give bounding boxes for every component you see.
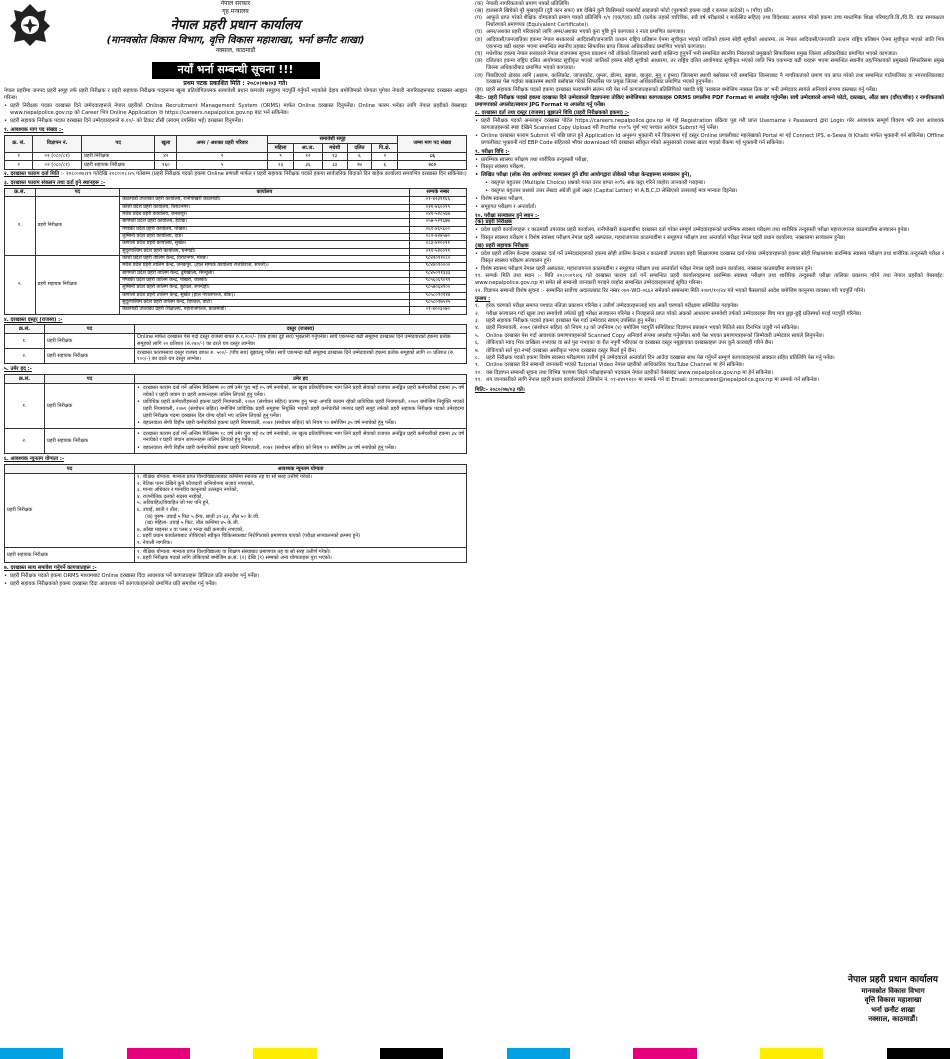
table-header: आवश्यक न्यूनतम योग्यता [135, 465, 467, 474]
exam-method-item: • लिखित परीक्षा (लोक सेवा आयोगबाट सञ्चालन हुने ढाँचा आयोगद्वारा तोकेको परीक्षा केन्द्रहरूमा सञ्चालन हुने), [475, 172, 944, 179]
table-header: क्र.सं. [5, 325, 45, 334]
postscript-text: थप जानकारीको लागि नेपाल प्रहरी प्रधान कार्यालयको टेलिफोन नं. ०१-४४११२१० मा सम्पर्क गर्न वा Email: ormscareer@nepalpolice.gov.np मा सम्पर्क गर्न सकिनेछ। [486, 376, 819, 383]
table-cell: ०८३-४२००११ [409, 241, 466, 248]
list-item-number: (ङ) [475, 36, 483, 43]
postscript-number: ८. [475, 354, 480, 361]
exam-venue-inspector-heading: (क) प्रहरी निरीक्षक [475, 219, 512, 226]
list-item [475, 58, 944, 72]
postscript-item [475, 318, 944, 325]
yellow-swatch [253, 1048, 316, 1059]
table-row [5, 473, 467, 548]
table-header: कार्यालय [120, 188, 409, 197]
section-8-bullet-2: • Online दरखास्त फाराम Submit गरे पछि प्राप्त हुने Application Id अनुरूप भुक्तानी गर्ने विकल्पमा गई दस्तुर Online प्रणालीबाट महलेखाको Portal मा गई Connect IPS, e-Sewa वा Khalti मार्फत भुक्तानी गर्न सकिनेछ। Offline प्रणालीबाट भुक्तानी गर्दा EBP Code सहितको भौचर download गरी दरखास्त स्वीकृत गरेको अनुसारको राजस्व खाता भएको बैंकमा गई भुक्तानी गर्न सकिनेछ। [475, 133, 944, 147]
table-row [5, 197, 467, 204]
table-cell: सुदूरपश्चिम प्रदेश प्रहरी कार्यालय, धनगढी। [120, 248, 409, 255]
table-header: समावेशी समूह [267, 135, 398, 144]
table-cell: Online मार्फत दरखास्त पेस गर्दा दस्तुर राजस्व बापत रु.१,२००/- (एक हजार दुई सय) भुक्तानी गर्नुपर्नेछ। साथै एकभन्दा बढी समूहमा दरखास्त दिने उम्मेदवारको हकमा प्रत्येक समूहको लागि २० प्रतिशत (रु.२४०/-) का दरले थप दस्तुर लाग्नेछ। [135, 333, 467, 348]
postscript-text: प्रहरी निरीक्षक पदको हकमा विशेष स्वास्थ्य परीक्षणमा उत्तीर्ण हुने उम्मेदवारले अन्तर्वार्ता दिन आउँदा दरखास्त साथ पेस गर्नुपर्ने सम्पूर्ण कागजातहरूको सक्कल सहित प्रतिलिपि पेस गर्नु पर्नेछ। [486, 354, 835, 361]
list-item-number: (झ) [475, 86, 483, 93]
list-item [475, 15, 944, 29]
table-cell: १. [5, 197, 36, 256]
table-cell: २ [177, 152, 267, 161]
table-header: सम्पर्क नम्बर [409, 188, 466, 197]
qualification-item: २. प्रहरी निरीक्षक पदको लागि तोकिएको बमोजिम क्र.सं. (२) देखि (९) सम्मको अन्य योग्यताहरू पुरा भएको। [137, 555, 332, 562]
table-cell: १७ [347, 161, 371, 170]
intro-paragraph: नेपाल प्रहरीमा जनपद प्रहरी समूह तर्फ प्रहरी निरीक्षक र प्रहरी सहायक निरीक्षक पदहरूमा खुला प्रतियोगितात्मक सामावेशी प्रधान कमजोर समूहमा पदपूर्ति गर्नुपर्ने भएकोले देहाय बमोजिमको योग्यता पुगेका नेपाली नागरिकहरूबाट दरखास्त आह्वान गरिन्छ। [4, 88, 467, 102]
table-row [5, 429, 467, 454]
table-cell: लुम्बिनी प्रदेश प्रहरी कार्यालय, दाङ। [120, 233, 409, 240]
list-item-text: अमर/अशक्त प्रहरी परिवारको लागि अमर/अशक्त भएको कुरा पुष्टि हुने कागजात र नाता प्रमाणित कागजात। [486, 29, 686, 36]
postscript-item [475, 362, 944, 369]
table-header: पद [45, 375, 135, 384]
table-cell: २. [5, 429, 45, 454]
table-cell: १६० [155, 161, 177, 170]
table-cell: २८० [398, 161, 467, 170]
table-cell [135, 383, 467, 429]
section-11: ११. सम्पर्क मिति तथा स्थान :- मिति २०८०।०९।०६ गते दरखास्त फाराम दर्ता गर्ने सम्बन्धित प्रहरी कार्यालयहरूमा प्रारम्भिक स्वास्थ्य परीक्षण तथा शारीरिक तन्दुरुस्ती परीक्षा तालिका प्रकाशन गरिने तथा नेपाल प्रहरीको वेबसाईट: www.nepalpolice.gov.np मा समेत सो सम्बन्धी जानकारी गराइने व्यहोरा सम्बन्धित उम्मेदवारहरूलाई सूचित गरिन्छ। [475, 273, 944, 287]
age-table [4, 374, 467, 454]
list-item-number: (छ) [475, 58, 483, 65]
posts-table [4, 135, 467, 170]
list-item-text: दलितका हकमा राष्ट्रिय दलित आयोगबाट सूचीकृत भएको जातिको हकमा सोही सूचीको आधारमा, तर राष्ट्रिय दलित आयोगबाट सूचीकृत भएको जाति भित्र एकभन्दा बढी थरहरू भएमा सम्बन्धित स्थानीय तह/निकायको प्रमुखको सिफारिसमा प्रमुख जिल्ला अधिकारीबाट प्रमाणित भएको कागजात। [486, 58, 944, 72]
table-cell: सुदूरपश्चिम प्रदेश प्रहरी तालिम केन्द्र, विपतल, डोटी। [120, 299, 409, 306]
list-item-text: नेपाली नागरिकताको प्रमाण पत्रको प्रतिलिपि। [486, 0, 570, 7]
table-cell [135, 473, 467, 548]
notice-header [4, 0, 467, 60]
age-item: • प्राविधिक प्रहरी कर्मचारीहरूको हकमा प्रहरी नियमावली, २०७१ (संशोधन सहित) प्रारम्भ हुनु भन्दा अगाडि कायम रहेको प्राविधिक प्रहरी नियमावली, २०७१ बमोजिम नियुक्ति भएको प्रहरी नियमावली, २०७१ (संशोधन सहित) बमोजिम प्राविधिक प्रहरी समूहमा नियुक्ति भएको प्रहरी कर्मचारीले जनपद प्रहरी समूह तर्फको प्रहरी सहायक निरीक्षक पदको उमेरहदमा प्रहरी निरीक्षक पदमा दरखास्त दिन योग्य रहेको भए तालिम लिएको हुनु पर्नेछ। [137, 399, 464, 419]
qualification-item: १. शैक्षिक योग्यता: मान्यता प्राप्त विश्वविद्यालयबाट कम्तिमा स्नातक तह वा सो सरह उत्तीर्ण गरेको। [137, 474, 312, 481]
table-header: मधेशी [322, 144, 347, 153]
list-item [475, 87, 944, 94]
table-header: दस्तुर (राजस्व) [135, 325, 467, 334]
qualification-item: (क) पुरुष- उचाई ५ फिट ५ ईन्च, छाती ३१-३३, तौल ५० के.जी. [145, 513, 260, 520]
exam-method-subitem: • वस्तुगत बहुउत्तर प्रश्नको उत्तर लेख्दा अंग्रेजी ठूलो अक्षर (Capital Letter) मा A,B,C,D लेखिएको उत्तरलाई मात्र मान्यता दिइनेछ। [485, 188, 944, 195]
table-cell: काठमाडौं उपत्यका प्रहरी कार्यालय, रानीपोखरी काठमाडौं। [120, 197, 409, 204]
signature-line: मानवस्रोत विकास विभाग [861, 987, 925, 996]
list-item-number: (क) [475, 0, 484, 7]
black-swatch [380, 1048, 443, 1059]
postscript-number: १. [475, 303, 480, 310]
table-cell: ६ [372, 161, 398, 170]
notice-date: मिति:- २०८०/०७/०३ गते। [475, 386, 525, 393]
section-12: १२. विज्ञापन सम्बन्धी विशेष सूचना :- सम्मानित सर्वोच्च अदालतबाट रिट नम्बर ०७९-WO-०६६२ समेतको सम्बन्धमा मिति २०७९/१०/२४ गते भएको फैसलाको आदेश बमोजिम कानुनमा व्यवस्था गरी पदपूर्ति गरिने। [475, 288, 866, 295]
table-header: दलित [347, 144, 371, 153]
postscript-item [475, 377, 944, 384]
table-row [5, 255, 467, 262]
table-cell: ९८५७०६४९०० [409, 285, 466, 292]
white-swatch [317, 1048, 380, 1059]
postscript-item [475, 333, 944, 340]
table-cell: प्रहरी सहायक निरीक्षक [45, 429, 135, 454]
magenta-swatch [127, 1048, 190, 1059]
table-cell [135, 429, 467, 454]
table-cell: २३ [267, 161, 294, 170]
white-swatch [570, 1048, 633, 1059]
table-cell: गण्डकी प्रदेश प्रहरी तालिम केन्द्र, पोखरा, कास्की। [120, 277, 409, 284]
table-cell: प्रहरी निरीक्षक [81, 152, 154, 161]
table-cell: प्रहरी सहायक निरीक्षक [81, 161, 154, 170]
table-cell: प्रहरी सहायक निरीक्षक [5, 548, 135, 563]
table-cell: ०२ (०८०/८१) [33, 161, 82, 170]
gov-name: नेपाल सरकार [220, 0, 251, 7]
table-cell: ०९१-५२००९९ [409, 248, 466, 255]
table-cell: काठमाडौं उपत्यका प्रहरी शिक्षालय, महाराजगञ्ज, काठमाडौं। [120, 307, 409, 314]
table-cell: ८६ [398, 152, 467, 161]
white-swatch [697, 1048, 760, 1059]
section-10-title: १०. परीक्षा सञ्चालन हुने स्थान :- [475, 212, 540, 219]
department-name: (मानवस्रोत विकास विभाग, वृत्ति विकास महाशाखा, भर्ना छनौट शाखा) [106, 34, 365, 46]
section-2-title: २. दरखास्त फाराम दर्ता मिति [4, 170, 60, 177]
table-cell [135, 548, 467, 563]
table-header: खुला [155, 135, 177, 152]
exam-venue-item: • प्रदेश प्रहरी कार्यालयहरू र काठमाडौं उपत्यका प्रहरी कार्यालय, रानीपोखरी काठमाडौंमा दरखास्त दर्ता गरेका सम्पूर्ण उम्मेदवारहरूको प्रारम्भिक स्वास्थ्य परीक्षण तथा शारीरिक तन्दुरुस्ती परीक्षा महाराजगञ्ज काठमाडौंमा सञ्चालन हुनेछ। [475, 227, 944, 234]
cyan-swatch [0, 1048, 63, 1059]
table-header: विज्ञापन नं. [33, 135, 82, 152]
white-swatch [823, 1048, 886, 1059]
postscript-number: २. [475, 310, 480, 317]
list-item [475, 8, 944, 15]
table-row [5, 349, 467, 364]
list-item-text: प्रहरी सहायक निरीक्षक पदको हकमा दरखास्त फारामसँग संलग्न गरी पेस गर्ने कागजातहरूको प्रतिलिपिको पछाडि पट्टि 'सक्कल बमोजिम नक्कल ठिक छ' भनी उम्मेदवार स्वयंले अनिवार्य रूपमा दस्तखत गर्नु पर्नेछ। [486, 86, 878, 93]
notice-banner: नयाँ भर्ना सम्बन्धी सूचना !!! [152, 62, 320, 79]
table-header: पि.क्षे. [372, 144, 398, 153]
exam-venue-item: • विस्तृत स्वास्थ्य परीक्षण र विशेष स्वास्थ्य परीक्षण नेपाल प्रहरी अस्पताल, महाराजगञ्ज काठमाडौंमा र समूहगत परीक्षण तथा अन्तर्वार्ता परीक्षा नेपाल प्रहरी प्रधान कार्यालय, नक्सालमा सञ्चालन हुनेछ। [475, 235, 944, 242]
section-1-title: १. आवश्यक माग पद संख्या :- [4, 126, 64, 133]
signature-office: नेपाल प्रहरी प्रधान कार्यालय [848, 975, 938, 986]
table-cell: मधेश प्रदेश प्रहरी कार्यालय, जनकपुर। [120, 211, 409, 218]
table-cell: ०४१-५२८५६७ [409, 211, 466, 218]
age-item: • दरखास्त फाराम दर्ता गर्ने अन्तिम मितिसम्म २० वर्ष उमेर पुरा भई २५ वर्ष ननाघेको, तर खुला प्रतियोगितामा भाग लिने प्रहरी सेवाको राजपत्र अनङ्कित प्रहरी कर्मचारीको हकमा ३५ वर्ष नघेको र प्रहरी जवान वा प्रहरी आफन्तहरू तालिम लिएको हुनु पर्नेछ। [137, 385, 464, 398]
table-header: क्र. सं. [5, 135, 33, 152]
postscript-item [475, 355, 944, 362]
qualification-item: ६. उचाई, छाती र तौल: [137, 507, 180, 514]
table-cell: प्रहरी निरीक्षक [5, 473, 135, 548]
list-item [475, 51, 944, 58]
postscript-text: Online दरखास्त पेस गर्दा आवश्यक प्रमाणपत्रहरूको Scanned Copy अनिवार्य रूपमा अपलोड गर्नुपर्नेछ। साथै पेस भएका प्रमाणपत्रहरूको जिम्मेवारी उम्मेदवार स्वयंले लिनुपर्नेछ। [486, 332, 824, 339]
table-cell: ४२ [155, 152, 177, 161]
list-item-number: (च) [475, 51, 483, 58]
section-4-title: ४. दरखास्त दस्तुर (राजस्व) :- [4, 316, 63, 323]
qualification-item: ८. प्रहरी प्रधान कार्यालयबाट तोकिएको स्वीकृत चिकित्सकबाट निरोगिताको प्रमाणपत्र पाएको (परीक्षा सञ्चालनको क्रममा हुने) [137, 533, 361, 540]
right-column [475, 0, 944, 1046]
table-cell: प्रहरी निरीक्षक [45, 383, 135, 429]
cyan-swatch [507, 1048, 570, 1059]
postscript-text: प्रहरी नियमावली, २०७१ (संशोधन सहित) को नियम १३ को उपनियम (४) बमोजिम पदपूर्ति समितिबाट विज्ञापन प्रकाशन भएको मितिले सात दिनभित्र उजुरी गर्न सकिनेछ। [486, 325, 799, 332]
exam-method-item: • विशेष स्वास्थ्य परीक्षण, [475, 196, 944, 203]
nepal-police-emblem-icon [8, 2, 52, 48]
table-cell: कर्णाली प्रदेश प्रहरी तालिम केन्द्र, सुर्खेत (हाल नेपालगञ्ज, बाँके)। [120, 292, 409, 299]
postscript-number: ११. [475, 376, 483, 383]
print-color-strip [0, 1048, 950, 1059]
qualification-item: ३. मानव अधिकार र मानवीय कानूनको उल्लङ्घन नगरेको, [137, 487, 239, 494]
table-cell: ६ [347, 152, 371, 161]
qualification-item: ७. आँखा माइनस ४ वा प्लस ४ भन्दा बढी कमजोर नभएको, [137, 526, 244, 533]
postscript-text: परीक्षा सञ्चालन गर्दा खुला तथा समावेशी तर्फको छुट्टै परीक्षा सञ्चालन गरिनेछ र निजहरूले प्राप्त गरेको अंकको आधारमा समावेशी तर्फको उम्मेदवारहरू बिच मात्र छुट्टा-छुट्टै प्रतिस्पर्धा गराई पदपूर्ति गरिनेछ। [486, 310, 862, 317]
qualification-item: ४. राजनीतिक दलको सदस्य नरहेको, [137, 493, 203, 500]
table-header: आ.ज. [294, 144, 322, 153]
signature-block [848, 975, 938, 1024]
documents-bullet-1: • प्रहरी निरीक्षक पदको हकमा ORMS माध्यमबाट Online दरखास्त दिंदा आवश्यक पर्ने कागजातहरू डिजिटल प्रति समावेश गर्नु पर्नेछ। [4, 573, 467, 580]
table-cell: २. [5, 255, 36, 314]
postscript-number: ७. [475, 347, 480, 354]
postscript-number: ९. [475, 362, 480, 369]
qualification-item: (ख) महिला- उचाई ५ फिट, तौल कम्तिमा ४५ के.जी. [145, 520, 240, 527]
section-7-title: ७. दरखास्त साथ समावेश गर्नुपर्ने कागजातहरू :- [4, 565, 97, 572]
list-item-number: (ख) [475, 7, 484, 14]
note-text: नोट:- प्रहरी निरीक्षक पदको हकमा दरखास्त दिने उम्मेदवारले विज्ञापनमा तोकिए बमोजिमका कागजातहरू ORMS प्रणालीमा PDF Format मा अपलोड गर्नुपर्नेछ। साथै उम्मेदवारले आफ्नो फोटो, दस्तखत, औंठा छाप (दाँया/बाँया) र नागरिकताको प्रमाणपत्रको अपलोड/स्क्यान JPG Format मा अपलोड गर्नु पर्नेछ। [475, 94, 944, 108]
table-row [5, 161, 467, 170]
section-9-title: ९. परीक्षा विधि :- [475, 148, 510, 155]
ministry-name: गृह मन्त्रालय [222, 7, 249, 15]
table-cell: ५ [177, 161, 267, 170]
postscript-item [475, 311, 944, 318]
table-cell: कोशी प्रदेश प्रहरी कार्यालय, विराटनगर। [120, 204, 409, 211]
postscript-item [475, 340, 944, 347]
section-2-text: :- २०८०।०७।१९ गतेदेखि २०८०।०८।२५ गतेसम्म (प्रहरी निरीक्षक पदको हकमा Online प्रणाली मार्फत र प्रहरी सहायक निरीक्षक पदको हकमा सार्वजनिक बिदाको दिन बाहेक कार्यालय समयभित्र दरखास्त दिन सकिनेछ।) [60, 170, 467, 177]
exam-method-item: • समूहगत परीक्षण र अन्तर्वार्ता। [475, 204, 944, 211]
list-item-number: (घ) [475, 29, 483, 36]
postscript-text: यस विज्ञापन सम्बन्धी सूचना तथा विभिन्न चरणमा लिइने परीक्षाहरूको पदयक्रम नेपाल प्रहरीको वेबसाइट www.nepalpolice.gov.np मा हेर्न सकिनेछ। [486, 369, 773, 376]
table-cell: बागमती प्रदेश प्रहरी तालिम केन्द्र, ढुंगेखोला, सिन्धुली। [120, 270, 409, 277]
table-cell: दरखास्त फारामसाथ दस्तुर राजस्व बापत रु. ५००/- (पाँच सय) बुझाउनु पर्नेछ। साथै एकभन्दा बढी समूहमा दरखास्त दिने उम्मेदवारको हकमा प्रत्येक समूहको लागि २० प्रतिशत (रु. १००/-) का दरले थप दस्तुर लाग्नेछ। [135, 349, 467, 364]
postscript-item [475, 303, 944, 310]
postscript-number: ६. [475, 340, 480, 347]
postscript-text: तोकिएको म्याद भित्र दाखिला नभएका वा सर्त पुरा नभएका वा रीत नपुगी भरिएका वा दरखास्त दस्तुर नबुझाएका दरखास्तहरू उपर कुनै कारबाही गरिने छैन। [486, 340, 774, 347]
table-cell: ३३ [322, 161, 347, 170]
table-header: पद [35, 188, 120, 197]
postscript-item [475, 325, 944, 332]
age-item: • दरखास्त फाराम दर्ता गर्ने अन्तिम मितिसम्म १८ वर्ष उमेर पुरा भई २४ वर्ष ननाघेको, तर खुला प्रतियोगितामा भाग लिने प्रहरी सेवाको राजपत्र अनङ्कित प्रहरी कर्मचारीको हकमा ३४ वर्ष ननाघेको र प्रहरी जवान आफन्तहरू तालिम लिएको हुनु पर्नेछ। [137, 431, 464, 444]
list-item-text: मधेशीका हकमा नेपाल सरकारले नेपाल राजपत्रमा सूचना प्रकाशन गरी तोकेको जिल्लाको स्थायी बासिन्दा हुनुपर्ने भनी सम्बन्धित स्थानीय निकायको प्रमुखको सिफारिसमा प्रमुख जिल्ला अधिकारीबाट प्रमाणित भएको कागजात। [486, 51, 898, 58]
table-cell: प्रहरी सहायक निरीक्षक [45, 349, 135, 364]
table-header: महिला [267, 144, 294, 153]
list-item [475, 37, 944, 51]
table-cell: प्रहरी निरीक्षक [45, 333, 135, 348]
table-cell: ३६ [294, 161, 322, 170]
table-header: जम्मा माग पद संख्या [398, 135, 467, 152]
list-item-text: हालसालै खिचेको पूरै मुखाकृति (दुवै कान सफा) प्रष्ट देखिने कुनै किसिमको पासपोर्ट साइजको फोटो (पुरुषको हकमा दाह्री र कपाल काटेको) ५ (पाँच) प्रति। [486, 7, 774, 14]
postscript-item [475, 348, 944, 355]
documents-bullet-2: • प्रहरी सहायक निरीक्षकको हकमा दरखास्त दिंदा आवश्यक पर्ने कागजातहरूको प्रमाणित प्रति समावेश गर्नु पर्नेछ। [4, 581, 467, 588]
magenta-swatch [633, 1048, 696, 1059]
black-swatch [887, 1048, 950, 1059]
office-name: नेपाल प्रहरी प्रधान कार्यालय [170, 17, 301, 33]
list-item [475, 73, 944, 87]
table-cell: १२ [294, 152, 322, 161]
qualification-table [4, 464, 467, 563]
qualification-item: २. नैतिक पतन देखिने कुनै फौजदारी अभियोगमा सजाय नपाएको, [137, 480, 255, 487]
table-row [5, 152, 467, 161]
table-cell: कर्णाली प्रदेश प्रहरी कार्यालय, सुर्खेत। [120, 241, 409, 248]
table-header: पद [45, 325, 135, 334]
table-cell: १. [5, 383, 45, 429]
table-cell: ९८४२०९१०८० [409, 255, 466, 262]
signature-line: वृत्ति विकास महाशाखा [864, 996, 922, 1005]
section-6-title: ६. आवश्यक न्यूनतम योग्यता :- [4, 456, 65, 463]
white-swatch [190, 1048, 253, 1059]
age-item: • बहालवाला श्रेणी विहीन प्रहरी कर्मचारीको हकमा प्रहरी नियमावली, २०७१ (संशोधन सहित) को नियम ९० बमोजिम ३५ वर्ष ननाघेको हुनु पर्नेछ। [137, 420, 464, 427]
postscript-text: प्रहरी सहायक निरीक्षक पदको हकमा दरखास्त पेस गर्दा उम्मेदवार स्वयम् उपस्थित हुनु पर्नेछ। [486, 318, 657, 325]
list-item [475, 1, 944, 8]
table-header: उमेर हद [135, 375, 467, 384]
table-header: पद [5, 465, 135, 474]
table-cell: १ [5, 152, 33, 161]
postscript-text: हरेक चरणको परीक्षा समाप्त पश्चात नतिजा प्रकाशन गरिनेछ र उत्तीर्ण उम्मेदवारहरूलाई मात्र अर्को चरणको परीक्षामा सम्मिलित गराइनेछ। [486, 303, 739, 310]
table-cell: गण्डकी प्रदेश प्रहरी कार्यालय, पोखरा। [120, 226, 409, 233]
table-cell: मधेश प्रदेश प्रहरी तालिम केन्द्र, जनकपुर, (हाल सम्पर्क कार्यालय राजविराज, सप्तरी)। [120, 263, 409, 270]
left-column [4, 0, 467, 1046]
list-item-number: (ज) [475, 72, 483, 79]
qualification-item: ५. अविवाहित/विवाहित जो भए पनि हुने, [137, 500, 210, 507]
table-cell: ९८५६०६९०९१ [409, 277, 466, 284]
signature-line: भर्ना छनौट शाखा [871, 1005, 915, 1014]
exam-venue-asi-heading: (ख) प्रहरी सहायक निरीक्षक [475, 243, 529, 249]
postscript-title: पुनश्च : [475, 296, 491, 303]
intro-bullet-1: • प्रहरी निरीक्षक पदका दरखास्त दिने उम्मेदवारहरूले नेपाल प्रहरीको Online Recruitment Management System (ORMS) मार्फत Online दरखास्त दिनुपर्नेछ। Online फारम भर्नका लागि नेपाल प्रहरीको वेबसाइट www.nepalpolice.gov.np को Career भित्र Online Application वा https://careers.nepalpolice.gov.np बाट भर्न सकिनेछ। [4, 103, 467, 117]
table-cell: ०१-४००३०७० [409, 307, 466, 314]
list-item-text: आदिवासी/जनजातिका हकमा नेपाल सरकारको आदिवासी/जनजाति उत्थान राष्ट्रिय प्रतिष्ठान ऐनमा सूचीकृत भएको जातिको हकमा सोही सूचीको आधारमा, तर नेपाल आदिवासी/जनजाति उत्थान राष्ट्रिय प्रतिष्ठान ऐनमा सूचीकृत भएको जाति भित्र एकभन्दा बढी थरहरू भएमा सम्बन्धित स्थानीय तहबाट सिफारिस प्राप्त जिल्ला अधिकारीबाट प्रमाणित भएको कागजात। [486, 36, 944, 50]
table-row [5, 548, 467, 563]
table-cell: कोशी प्रदेश प्रहरी तालिम केन्द्र, विराटनगर, मोरङ। [120, 255, 409, 262]
qualification-item: ९. नेपाली नागरिक। [137, 540, 172, 547]
table-cell: ९८४४०९०००० [409, 263, 466, 270]
intro-bullet-2: • प्रहरी सहायक निरीक्षक पदका दरखास्त दिने उम्मेदवारहरूले रु.१०/- को टिकट टाँसी (स्वयम् उपस्थित भई) दरखास्त दिनुपर्नेछ। [4, 118, 467, 125]
exam-method-item: • प्रारम्भिक स्वास्थ्य परीक्षण तथा शारीरिक तन्दुरुस्ती परीक्षा, [475, 157, 944, 164]
offices-table [4, 188, 467, 315]
section-8-bullet-1: • प्रहरी निरीक्षक पदको अनलाइन दरखास्त पोर्टल https://careers.nepalpolice.gov.np मा गई Registration प्रक्रिया पूरा गरी प्राप्त Username र Password द्वारा Login गरेर आवश्यक सम्पूर्ण विवरण भरि तथा आवश्यक कागजातहरूको स्पष्ट देखिने Scanned Copy Upload गरी Profile १००% पूर्ण भए पश्चात आवेदन Submit गर्नु पर्नेछ। [475, 118, 944, 132]
exam-method-item: • विस्तृत स्वास्थ्य परीक्षण, [475, 164, 944, 171]
postscript-number: ३. [475, 318, 480, 325]
list-item [475, 29, 944, 36]
postscript-item [475, 370, 944, 377]
table-cell: ९ [267, 152, 294, 161]
table-cell: ०२१-४६००९९ [409, 204, 466, 211]
white-swatch [443, 1048, 506, 1059]
list-item-number: (ग) [475, 15, 482, 22]
table-row [5, 383, 467, 429]
section-2 [4, 171, 467, 178]
publish-date: प्रथम पटक प्रकाशित मिति : २०८०।०७।०३ गते। [183, 79, 288, 87]
postscript-number: ४. [475, 325, 480, 332]
postscript-number: ५. [475, 332, 480, 339]
postscript-text: तोकिएको सर्त पुरा नभई दरखास्त अस्वीकृत भएमा दरखास्त दस्तुर फिर्ता हुने छैन। [486, 347, 637, 354]
table-cell: ९८५८०१७५२५ [409, 299, 466, 306]
table-cell: प्रहरी निरीक्षक [35, 197, 120, 256]
table-cell: २ [5, 161, 33, 170]
exam-method-subitem: • वस्तुगत बहुउत्तर (Multiple Choice) प्रश्नको गलत उत्तर बापत २०% अंक कट्टा गरिने व्यहोरा जानकारी गराइन्छ। [485, 180, 944, 187]
table-cell: ०८२-४२४५७० [409, 233, 466, 240]
signature-line: नक्साल, काठमाडौं। [868, 1014, 918, 1023]
office-location: नक्साल, काठमाडौं [215, 47, 256, 55]
section-3-title: ३. दरखास्त फाराम संकलन तथा दर्ता हुने स्थानहरू :- [4, 179, 106, 186]
table-cell: ९८४५०९१३३३ [409, 270, 466, 277]
section-8-title: ८. दरखास्त दर्ता तथा दस्तुर (राजस्व) बुझाउने विधि (प्रहरी निरीक्षकको हकमा) :- [475, 110, 630, 117]
table-cell: लुम्बिनी प्रदेश प्रहरी तालिम केन्द्र, बुटवल, रुपन्देही। [120, 285, 409, 292]
table-header: अमर / अशक्त प्रहरी परिवार [177, 135, 267, 152]
section-5-title: ५. उमेर हद :- [4, 366, 32, 373]
table-header: क्र.सं. [5, 375, 45, 384]
table-cell: प्रहरी सहायक निरीक्षक [35, 255, 120, 314]
qualification-item: १. शैक्षिक योग्यता: मान्यता प्राप्त विश्वविद्यालय वा शिक्षण संस्थाबाट प्रमाणपत्र तह वा सो सरह उत्तीर्ण गरेको। [137, 548, 331, 555]
table-cell: १. [5, 333, 45, 348]
list-item-text: आफूले प्राप्त गरेको शैक्षिक योग्यताको प्रमाण पत्रको प्रतिलिपि १/१ (एक/एक) प्रति (प्रत्येक तहको चारित्रिक, सबै वर्ष परीक्षाको र मार्कसिट सहित) तथा विदेशबाट अध्ययन गरेको हकमा उच्च माध्यमिक शिक्षा परिषद/त्रि.वि./वि.वि. बाट समकक्षता निर्धारणको प्रमाणपत्र (Equivalent Certificate)। [486, 15, 944, 29]
table-cell: ०६१-४६५६०० [409, 226, 466, 233]
table-row [5, 333, 467, 348]
table-header: पद [81, 135, 154, 152]
table-header: क्र.सं. [5, 188, 36, 197]
exam-venue-item: • विशेष स्वास्थ्य परीक्षण नेपाल प्रहरी अस्पताल, महाराजगञ्ज काठमाडौंमा र समूहगत परीक्षण तथा अन्तर्वार्ता परीक्षा नेपाल प्रहरी प्रधान कार्यालय, नक्साल काठमाडौंमा सञ्चालन हुने। [475, 266, 944, 273]
table-cell: २ [372, 152, 398, 161]
postscript-number: १०. [475, 369, 483, 376]
white-swatch [63, 1048, 126, 1059]
table-cell: २. [5, 349, 45, 364]
table-cell: ०१-४२३११६६ [409, 197, 466, 204]
table-cell: ०५७-५२१६७७ [409, 219, 466, 226]
table-cell: ९८५८०९०११४ [409, 292, 466, 299]
table-cell: १३ [322, 152, 347, 161]
postscript-text: Online दरखास्त दिने सम्बन्धी जानकारी भएको Tutorial Video नेपाल प्रहरीको आधिकारिक YouTube Channel मा हेर्न सकिनेछ। [486, 362, 744, 369]
table-cell: ०१ (०८०/८१) [33, 152, 82, 161]
exam-venue-item: • प्रदेश प्रहरी तालिम केन्द्रमा दरखास्त दर्ता गर्ने उम्मेदवारहरूको हकमा सोही तालिम केन्द्रमा र काठमाडौं उपत्यका प्रहरी शिक्षालयमा दरखास्त दर्ता गरेका उम्मेदवारहरूको हकमा सोही शिक्षालयमा प्रारम्भिक स्वास्थ्य परीक्षण तथा शारीरिक तन्दुरुस्ती परीक्षा र विस्तृत स्वास्थ्य परीक्षण सञ्चालन हुने। [475, 251, 944, 265]
list-item-text: पिछडिएको क्षेत्रका लागि (अछाम, कालिकोट, जाजरकोट, जुम्ला, डोल्पा, बझाङ, बाजुरा, मुगु र हुम्ला) जिल्लामा स्थायी बसोबास गरी सम्बन्धित जिल्लाबाट नै नागरिकताको प्रमाण पत्र प्राप्त गरेको तथा सम्बन्धित गाउँपालिका वा नगरपालिकाबाट दरखास्त पेस गर्दाका बखतसम्म स्थायी बसोबास गरेको सिफारिस पत्र प्रमुख जिल्ला अधिकारीबाट प्रमाणित भएको हुनुपर्नेछ। [486, 72, 944, 86]
fee-table [4, 324, 467, 364]
age-item: • बहालवाला श्रेणी विहीन प्रहरी कर्मचारीको हकमा प्रहरी नियमावली, २०७१ (संशोधन सहित) को नियम ९० बमोजिम ३४ वर्ष ननाघेको हुनु पर्नेछ। [137, 445, 464, 452]
yellow-swatch [760, 1048, 823, 1059]
table-cell: बागमती प्रदेश प्रहरी कार्यालय, हेटौंडा। [120, 219, 409, 226]
